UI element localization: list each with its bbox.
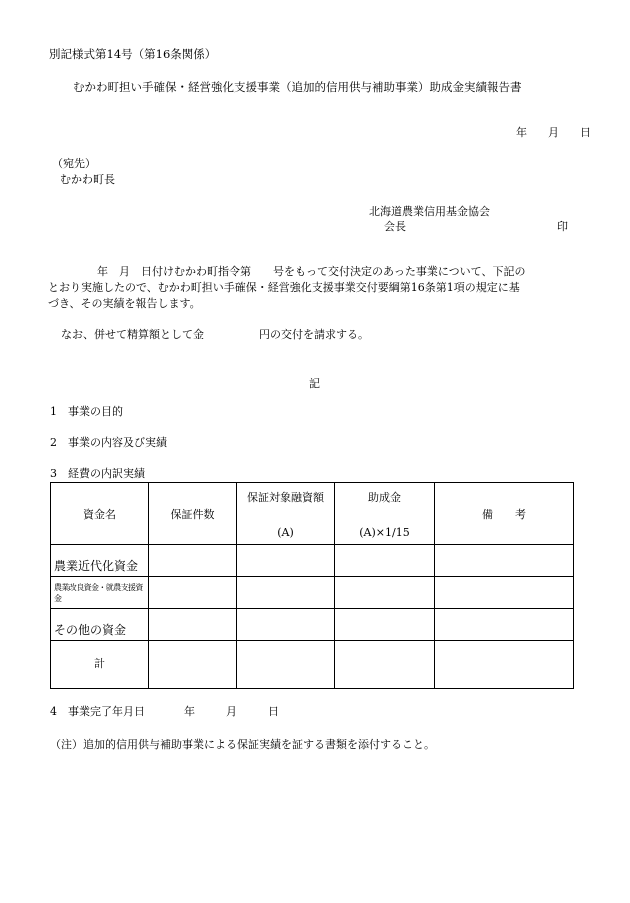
table-row [51,545,574,577]
cell-remarks [435,641,574,689]
date-month: 月 [548,126,559,139]
seal-mark: 印 [557,220,568,233]
form-number: 別記様式第14号（第16条関係） [49,47,217,61]
date-year: 年 [516,126,527,139]
row-label-improvement-fund: 農業改良資金・就農支援資金 [51,577,149,609]
table-row [51,577,574,609]
date-day: 日 [580,126,591,139]
header-guarantee-amount [237,483,335,545]
table-header-row [51,483,574,545]
cell-count [149,545,237,577]
ki-heading: 記 [309,377,320,390]
sender-title: 会長 [384,220,406,233]
header-remarks: 備 考 [435,483,574,545]
body-line-1: 年 月 日付けむかわ町指令第 号をもって交付決定のあった事業について、下記の [97,265,526,278]
cell-amount [237,545,335,577]
cell-remarks [435,577,574,609]
item-4-label: 4 事業完了年月日 [50,705,145,718]
cell-amount [237,641,335,689]
cell-count [149,641,237,689]
item-1: 1 事業の目的 [50,405,123,418]
cell-subsidy [335,577,435,609]
header-subsidy [335,483,435,545]
header-guarantee-count: 保証件数 [149,483,237,545]
date-line [516,126,591,140]
header-fund-name: 資金名 [51,483,149,545]
sender-organization: 北海道農業信用基金協会 [369,205,490,218]
cell-subsidy [335,609,435,641]
header-subsidy-label: 助成金 [368,490,401,504]
table-row [51,609,574,641]
row-label-total: 計 [51,641,149,689]
cell-remarks [435,609,574,641]
expense-table [50,482,574,689]
row-label-modernization-fund: 農業近代化資金 [51,545,149,577]
item-3: 3 経費の内訳実績 [50,467,145,480]
completion-month: 月 [226,705,237,718]
item-4 [50,705,279,719]
body-line-2: とおり実施したので、むかわ町担い手確保・経営強化支援事業交付要綱第16条第1項の規定に基 [48,281,520,294]
cell-count [149,577,237,609]
addressee-name: むかわ町長 [60,173,115,186]
document-title: むかわ町担い手確保・経営強化支援事業（追加的信用供与補助事業）助成金実績報告書 [73,80,522,94]
cell-remarks [435,545,574,577]
header-guarantee-amount-sub: (A) [277,525,294,539]
table-row-total [51,641,574,689]
header-subsidy-sub: (A)×1/15 [359,525,410,539]
body-line-3: づき、その実績を報告します。 [48,297,201,310]
cell-amount [237,577,335,609]
completion-year: 年 [184,705,195,718]
cell-subsidy [335,545,435,577]
completion-day: 日 [268,705,279,718]
header-guarantee-amount-label: 保証対象融資額 [247,490,324,504]
cell-amount [237,609,335,641]
row-label-other-fund: その他の資金 [51,609,149,641]
cell-count [149,609,237,641]
cell-subsidy [335,641,435,689]
body-line-4: なお、併せて精算額として金 円の交付を請求する。 [61,328,369,341]
item-2: 2 事業の内容及び実績 [50,436,167,449]
addressee-label: （宛先） [52,157,96,170]
footnote: （注）追加的信用供与補助事業による保証実績を証する書類を添付すること。 [50,738,435,751]
